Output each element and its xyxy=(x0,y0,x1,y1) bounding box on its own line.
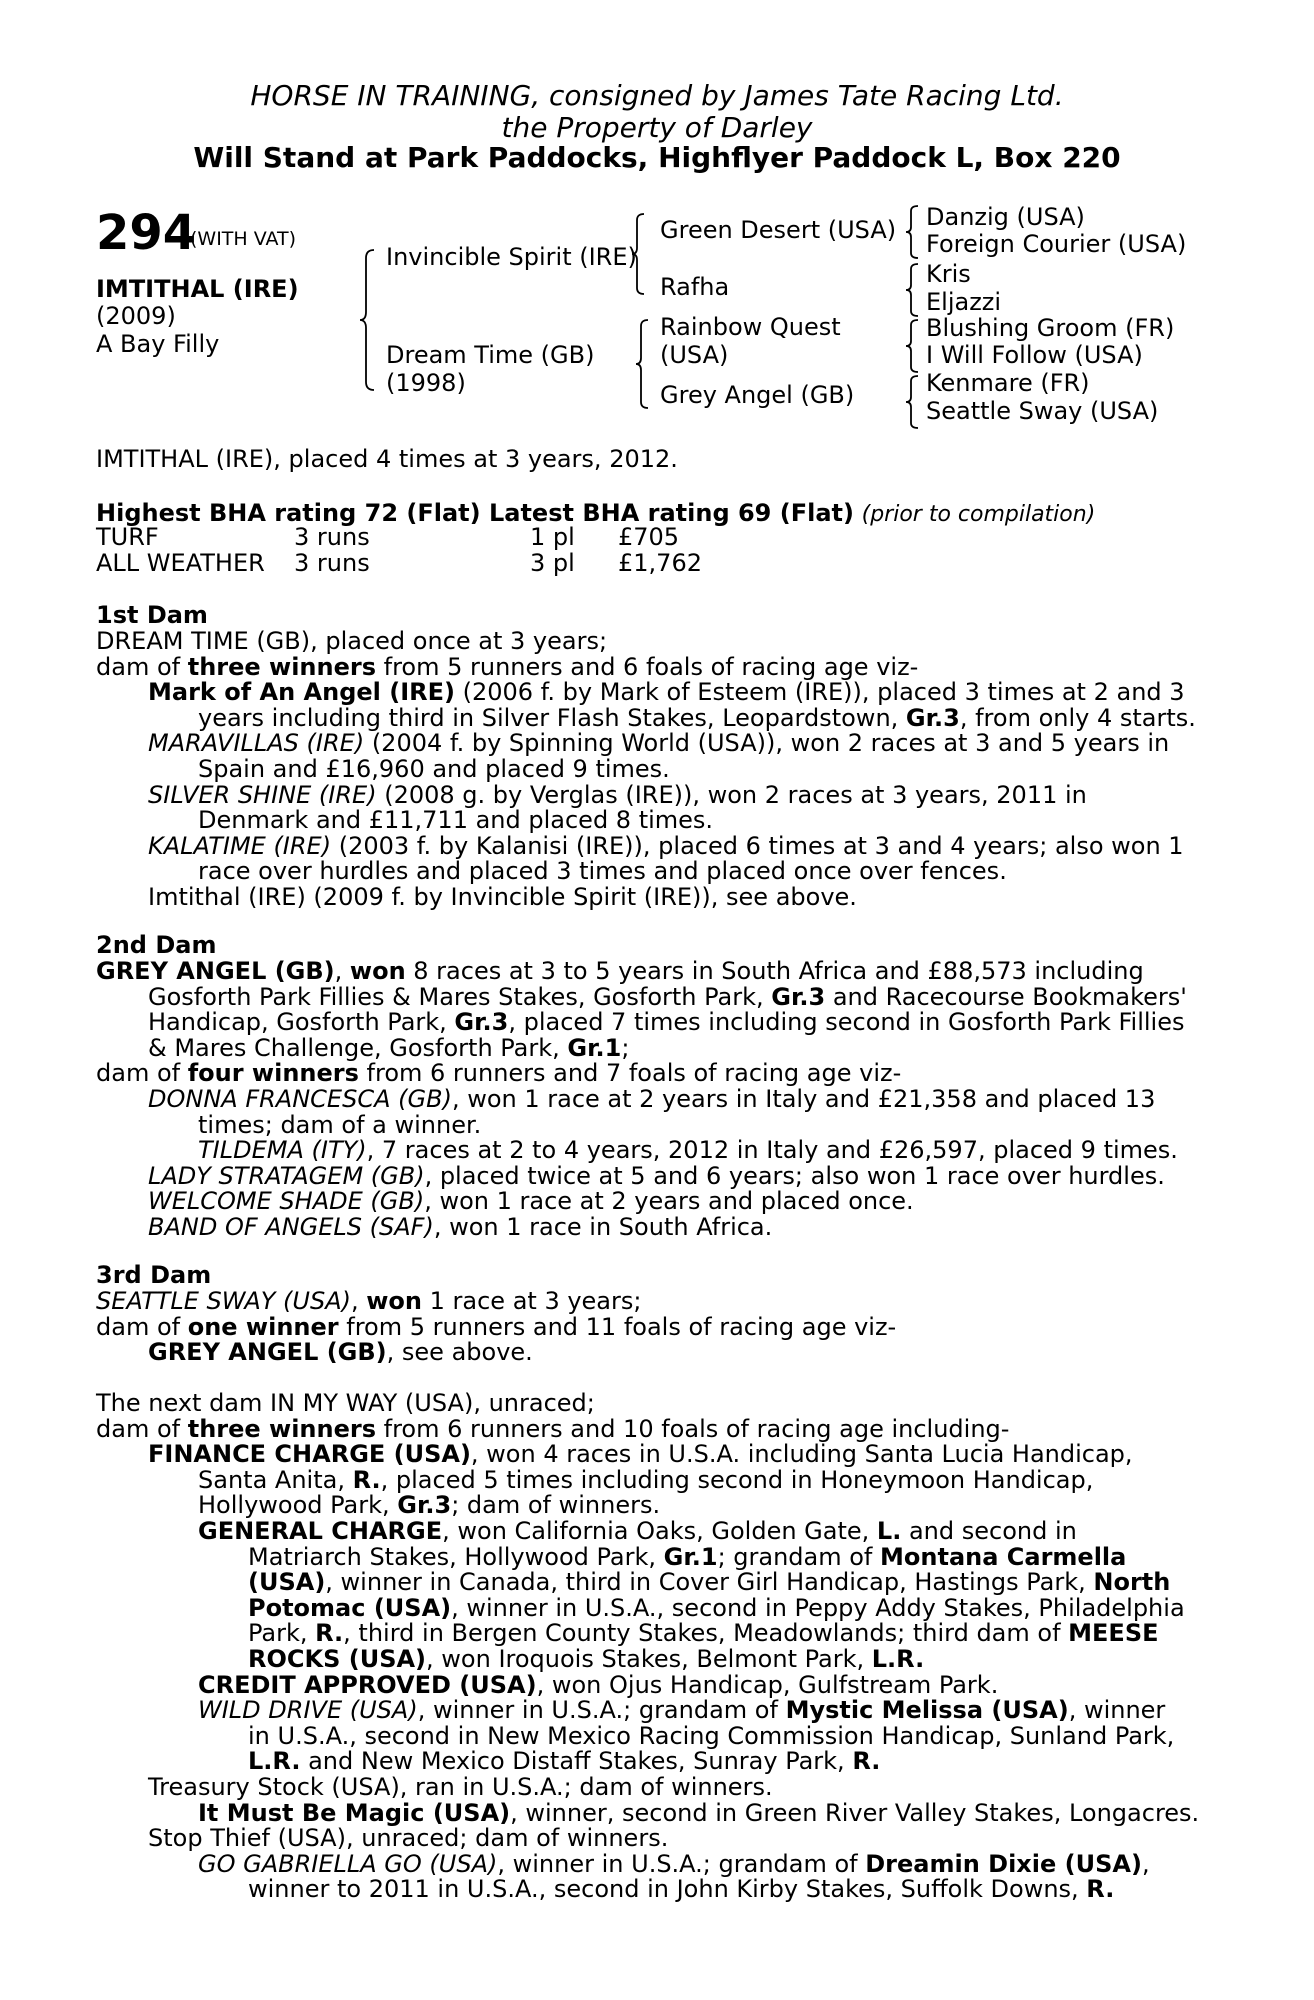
dam1-line xyxy=(148,730,1169,756)
record-prize: £705 xyxy=(618,523,680,551)
text-run: , placed 5 times including second in Honeymoon Handicap, xyxy=(380,1465,1094,1494)
record-surface: ALL WEATHER xyxy=(96,549,265,577)
dam3-line xyxy=(148,1339,533,1365)
bold-text: Mark of An Angel (IRE) xyxy=(148,678,455,707)
italic-text: GO GABRIELLA GO (USA) xyxy=(198,1849,498,1878)
pedigree-dam-sire-country: (USA) xyxy=(660,341,729,369)
text-run: Stop Thief (USA), unraced; dam of winners. xyxy=(148,1824,669,1853)
text-run: years including third in Silver Flash Stakes, Leopardstown, xyxy=(198,703,906,732)
text-run: , xyxy=(350,1287,367,1315)
pedigree-sire-dam: Rafha xyxy=(660,273,730,301)
pedigree-bracket-sire xyxy=(632,212,648,296)
bold-text: ROCKS (USA) xyxy=(248,1645,427,1673)
record-prize: £1,762 xyxy=(618,549,702,577)
bold-text: R. xyxy=(852,1747,881,1776)
dam1-line xyxy=(148,679,1185,705)
bold-text: one winner xyxy=(187,1312,339,1341)
text-run: winner to 2011 in U.S.A., second in John Kirby Stakes, Suffolk Downs, xyxy=(248,1875,1087,1904)
bold-text: L. xyxy=(876,1517,902,1545)
bold-text: R. xyxy=(315,1619,344,1648)
text-run: dam of xyxy=(96,1414,188,1443)
pedigree-ggp: Eljazzi xyxy=(926,288,1002,316)
text-run: race over hurdles and placed 3 times and placed once over fences. xyxy=(198,857,1007,886)
nextdam-line xyxy=(248,1595,1185,1621)
third-dam-heading: 3rd Dam xyxy=(96,1261,212,1289)
bold-text: Dreamin Dixie (USA) xyxy=(865,1849,1142,1878)
text-run: from 6 runners and 10 foals of racing age including- xyxy=(376,1414,1010,1443)
pedigree-bracket-ggp-4 xyxy=(906,374,920,430)
bha-rating-note: (prior to compilation) xyxy=(861,502,1096,527)
nextdam-line xyxy=(198,1697,1165,1723)
nextdam-line xyxy=(248,1723,1174,1749)
dam1-line xyxy=(148,884,857,910)
dam1-line xyxy=(96,628,607,654)
italic-text: SEATTLE SWAY (USA) xyxy=(96,1287,351,1315)
text-run: 1 race at 3 years; xyxy=(422,1287,642,1315)
text-run: , third in Bergen County Stakes, Meadowlands; third dam of xyxy=(343,1619,1069,1648)
italic-text: WELCOME SHADE (GB) xyxy=(148,1187,425,1216)
pedigree-ggp: Foreign Courier (USA) xyxy=(926,230,1187,258)
text-run: from 5 runners and 6 foals of racing age viz- xyxy=(376,652,919,681)
text-run: 8 races at 3 to 5 years in South Africa and £88,573 including xyxy=(405,957,1144,985)
text-run: , winner in U.S.A., second in Peppy Addy Stakes, Philadelphia xyxy=(451,1593,1185,1622)
text-run: & Mares Challenge, Gosforth Park, xyxy=(148,1033,568,1062)
dam1-line xyxy=(148,782,1087,808)
bold-text: L.R. xyxy=(871,1645,925,1673)
dam2-line xyxy=(148,1086,1155,1112)
text-run: dam of xyxy=(96,652,188,681)
text-run: , placed 7 times including second in Gosforth Park Fillies xyxy=(508,1008,1185,1037)
second-dam-heading: 2nd Dam xyxy=(96,931,217,959)
text-run: ; dam of winners. xyxy=(451,1491,661,1520)
bold-text: Gr.3 xyxy=(454,1008,509,1037)
text-run: from 6 runners and 7 foals of racing age viz- xyxy=(358,1059,902,1088)
bold-text: GREY ANGEL (GB) xyxy=(148,1338,387,1367)
italic-text: KALATIME (IRE) xyxy=(148,831,332,860)
pedigree-sire: Invincible Spirit (IRE) xyxy=(386,243,637,271)
nextdam-line xyxy=(198,1672,998,1698)
bold-text: CREDIT APPROVED (USA) xyxy=(198,1670,537,1699)
bold-text: Gr.1 xyxy=(567,1033,622,1062)
nextdam-line xyxy=(198,1492,660,1518)
bold-text: It Must Be Magic (USA) xyxy=(198,1798,511,1827)
text-run: Denmark and £11,711 and placed 8 times. xyxy=(198,806,714,835)
pedigree-bracket-ggp-2 xyxy=(906,262,920,318)
nextdam-line xyxy=(248,1748,880,1774)
dam2-line xyxy=(148,1163,1165,1189)
text-run: , xyxy=(334,957,350,985)
text-run: , winner in Canada, third in Cover Girl Handicap, Hastings Park, xyxy=(325,1568,1094,1597)
text-run: , won Ojus Handicap, Gulfstream Park. xyxy=(536,1670,999,1699)
nextdam-line xyxy=(96,1390,595,1416)
bold-text: R. xyxy=(352,1465,381,1494)
dam1-line xyxy=(198,705,1196,731)
text-run: , won 1 race at 2 years and placed once. xyxy=(424,1187,914,1216)
dam2-line xyxy=(198,1137,1178,1163)
bold-text: Potomac (USA) xyxy=(248,1593,452,1622)
text-run: , won 1 race in South Africa. xyxy=(433,1213,773,1241)
bold-text: North xyxy=(1093,1568,1171,1597)
dam1-line xyxy=(198,858,1007,884)
text-run: Handicap, Gosforth Park, xyxy=(148,1008,455,1037)
text-run: , placed twice at 5 and 6 years; also won 1 race over hurdles. xyxy=(424,1161,1165,1190)
text-run: from 5 runners and 11 foals of racing age viz- xyxy=(338,1312,897,1341)
text-run: , won California Oaks, Golden Gate, xyxy=(442,1517,877,1545)
header-location: Will Stand at Park Paddocks, Highflyer Paddock L, Box 220 xyxy=(193,141,1121,174)
dam2-line xyxy=(148,1035,629,1061)
dam2-line xyxy=(148,1188,914,1214)
bold-text: R. xyxy=(1086,1875,1115,1904)
pedigree-bracket-ggp-1 xyxy=(906,204,920,260)
text-run: , winner, second in Green River Valley Stakes, Longacres. xyxy=(510,1798,1200,1827)
dam1-line xyxy=(198,807,713,833)
pedigree-sire-sire: Green Desert (USA) xyxy=(660,216,897,244)
lot-number: 294 xyxy=(96,205,197,261)
pedigree-bracket-main xyxy=(360,248,380,393)
italic-text: BAND OF ANGELS (SAF) xyxy=(148,1213,434,1241)
dam2-line xyxy=(148,1214,772,1240)
dam3-line xyxy=(96,1288,641,1314)
bold-text: four winners xyxy=(187,1059,359,1088)
text-run: (2008 g. by Verglas (IRE)), won 2 races at 3 years, 2011 in xyxy=(376,780,1087,809)
racing-summary: IMTITHAL (IRE), placed 4 times at 3 years, 2012. xyxy=(96,445,678,473)
text-run: , won 4 races in U.S.A. including Santa Lucia Handicap, xyxy=(470,1440,1133,1469)
bold-text: won xyxy=(349,957,406,985)
text-run: The next dam IN MY WAY (USA), unraced; xyxy=(96,1389,595,1417)
nextdam-line xyxy=(148,1825,668,1851)
nextdam-line xyxy=(198,1851,1150,1877)
nextdam-line xyxy=(96,1416,1009,1442)
bha-rating-text: Highest BHA rating 72 (Flat) Latest BHA rating 69 (Flat) xyxy=(96,499,854,527)
pedigree-bracket-dam xyxy=(636,318,652,410)
text-run: Park, xyxy=(248,1619,316,1648)
first-dam-heading: 1st Dam xyxy=(96,601,208,629)
text-run: Santa Anita, xyxy=(198,1465,353,1494)
bold-text: Mystic Melissa (USA) xyxy=(785,1696,1069,1725)
bold-text: (USA) xyxy=(248,1568,326,1597)
text-run: and New Mexico Distaff Stakes, Sunray Park, xyxy=(300,1747,853,1776)
nextdam-line xyxy=(148,1774,773,1800)
dam1-line xyxy=(148,833,1184,859)
text-run: , won 1 race at 2 years in Italy and £21,358 and placed 13 xyxy=(451,1085,1156,1113)
bold-text: Gr.3 xyxy=(771,982,826,1011)
pedigree-dam-sire: Rainbow Quest xyxy=(660,313,841,341)
italic-text: MARAVILLAS (IRE) xyxy=(148,729,365,758)
pedigree-dam: Dream Time (GB) xyxy=(386,341,595,369)
bold-text: Montana Carmella xyxy=(880,1542,1127,1571)
nextdam-line xyxy=(198,1467,1093,1493)
bold-text: Gr.1 xyxy=(663,1542,718,1571)
pedigree-ggp: Kenmare (FR) xyxy=(926,369,1090,397)
nextdam-line xyxy=(248,1646,924,1672)
bha-rating xyxy=(96,500,1095,528)
nextdam-line xyxy=(248,1876,1114,1902)
text-run: , from only 4 starts. xyxy=(959,703,1196,732)
text-run: ; xyxy=(621,1033,630,1062)
nextdam-line xyxy=(248,1544,1126,1570)
text-run: , xyxy=(1141,1849,1150,1878)
foaling-year: (2009) xyxy=(96,302,176,330)
text-run: , won Iroquois Stakes, Belmont Park, xyxy=(426,1645,872,1673)
text-run: , see above. xyxy=(386,1338,533,1367)
bold-text: MEESE xyxy=(1068,1619,1159,1648)
text-run: (2003 f. by Kalanisi (IRE)), placed 6 times at 3 and 4 years; also won 1 xyxy=(331,831,1184,860)
record-runs: 3 runs xyxy=(294,523,370,551)
italic-text: DONNA FRANCESCA (GB) xyxy=(148,1085,452,1113)
text-run: , 7 races at 2 to 4 years, 2012 in Italy and £26,597, placed 9 times. xyxy=(366,1136,1178,1165)
bold-text: three winners xyxy=(187,652,376,681)
bold-text: GREY ANGEL (GB) xyxy=(96,957,335,985)
dam2-line xyxy=(198,1112,481,1138)
bold-text: won xyxy=(366,1287,422,1315)
text-run: Hollywood Park, xyxy=(198,1491,398,1520)
header-property: the Property of Darley xyxy=(501,111,813,144)
nextdam-line xyxy=(198,1800,1199,1826)
horse-description: A Bay Filly xyxy=(96,330,220,358)
nextdam-line xyxy=(248,1620,1159,1646)
text-run: Gosforth Park Fillies & Mares Stakes, Gosforth Park, xyxy=(148,982,772,1011)
dam2-line xyxy=(96,1060,901,1086)
nextdam-line xyxy=(248,1569,1170,1595)
bold-text: L.R. xyxy=(248,1747,301,1776)
dam2-line xyxy=(148,984,1187,1010)
horse-name: IMTITHAL (IRE) xyxy=(96,275,299,303)
nextdam-line xyxy=(148,1441,1133,1467)
pedigree-ggp: Seattle Sway (USA) xyxy=(926,397,1159,425)
text-run: , winner xyxy=(1068,1696,1166,1725)
dam2-line xyxy=(96,958,1144,984)
text-run: , winner in U.S.A.; grandam of xyxy=(417,1696,786,1725)
text-run: DREAM TIME (GB), placed once at 3 years; xyxy=(96,627,608,655)
pedigree-ggp: I Will Follow (USA) xyxy=(926,341,1143,369)
header-consignor: HORSE IN TRAINING, consigned by James Tate Racing Ltd. xyxy=(250,79,1064,112)
text-run: ; grandam of xyxy=(717,1542,881,1571)
bold-text: three winners xyxy=(187,1414,376,1443)
bold-text: FINANCE CHARGE (USA) xyxy=(148,1440,471,1469)
italic-text: WILD DRIVE (USA) xyxy=(198,1696,418,1725)
nextdam-line xyxy=(198,1518,1077,1544)
text-run: times; dam of a winner. xyxy=(198,1110,482,1139)
italic-text: SILVER SHINE (IRE) xyxy=(148,780,377,809)
dam3-line xyxy=(96,1314,896,1340)
text-run: dam of xyxy=(96,1059,188,1088)
pedigree-bracket-ggp-3 xyxy=(906,318,920,374)
text-run: Imtithal (IRE) (2009 f. by Invincible Spirit (IRE)), see above. xyxy=(148,883,857,911)
vat-note: (WITH VAT) xyxy=(190,228,297,250)
record-surface: TURF xyxy=(96,523,159,551)
text-run: (2006 f. by Mark of Esteem (IRE)), placed 3 times at 2 and 3 xyxy=(454,678,1185,707)
bold-text: Gr.3 xyxy=(905,703,960,732)
italic-text: TILDEMA (ITY) xyxy=(198,1136,367,1165)
text-run: and second in xyxy=(901,1517,1077,1545)
dam2-line xyxy=(148,1009,1185,1035)
record-runs: 3 runs xyxy=(294,549,370,577)
italic-text: LADY STRATAGEM (GB) xyxy=(148,1161,425,1190)
record-places: 1 pl xyxy=(530,523,575,551)
bold-text: Gr.3 xyxy=(397,1491,452,1520)
text-run: (2004 f. by Spinning World (USA)), won 2 races at 3 and 5 years in xyxy=(364,729,1170,758)
text-run: dam of xyxy=(96,1312,188,1341)
pedigree-ggp: Danzig (USA) xyxy=(926,203,1085,231)
text-run: Spain and £16,960 and placed 9 times. xyxy=(198,755,670,783)
text-run: and Racecourse Bookmakers' xyxy=(825,982,1187,1011)
text-run: Treasury Stock (USA), ran in U.S.A.; dam of winners. xyxy=(148,1773,773,1801)
record-places: 3 pl xyxy=(530,549,575,577)
text-run: in U.S.A., second in New Mexico Racing Commission Handicap, Sunland Park, xyxy=(248,1721,1175,1750)
pedigree-ggp: Kris xyxy=(926,260,971,288)
pedigree-dam-dam: Grey Angel (GB) xyxy=(660,381,855,409)
dam1-line xyxy=(198,756,670,782)
text-run: , winner in U.S.A.; grandam of xyxy=(497,1849,866,1878)
text-run: Matriarch Stakes, Hollywood Park, xyxy=(248,1542,664,1571)
pedigree-ggp: Blushing Groom (FR) xyxy=(926,314,1175,342)
pedigree-dam-year: (1998) xyxy=(386,369,466,397)
bold-text: GENERAL CHARGE xyxy=(198,1517,443,1545)
dam1-line xyxy=(96,654,918,680)
